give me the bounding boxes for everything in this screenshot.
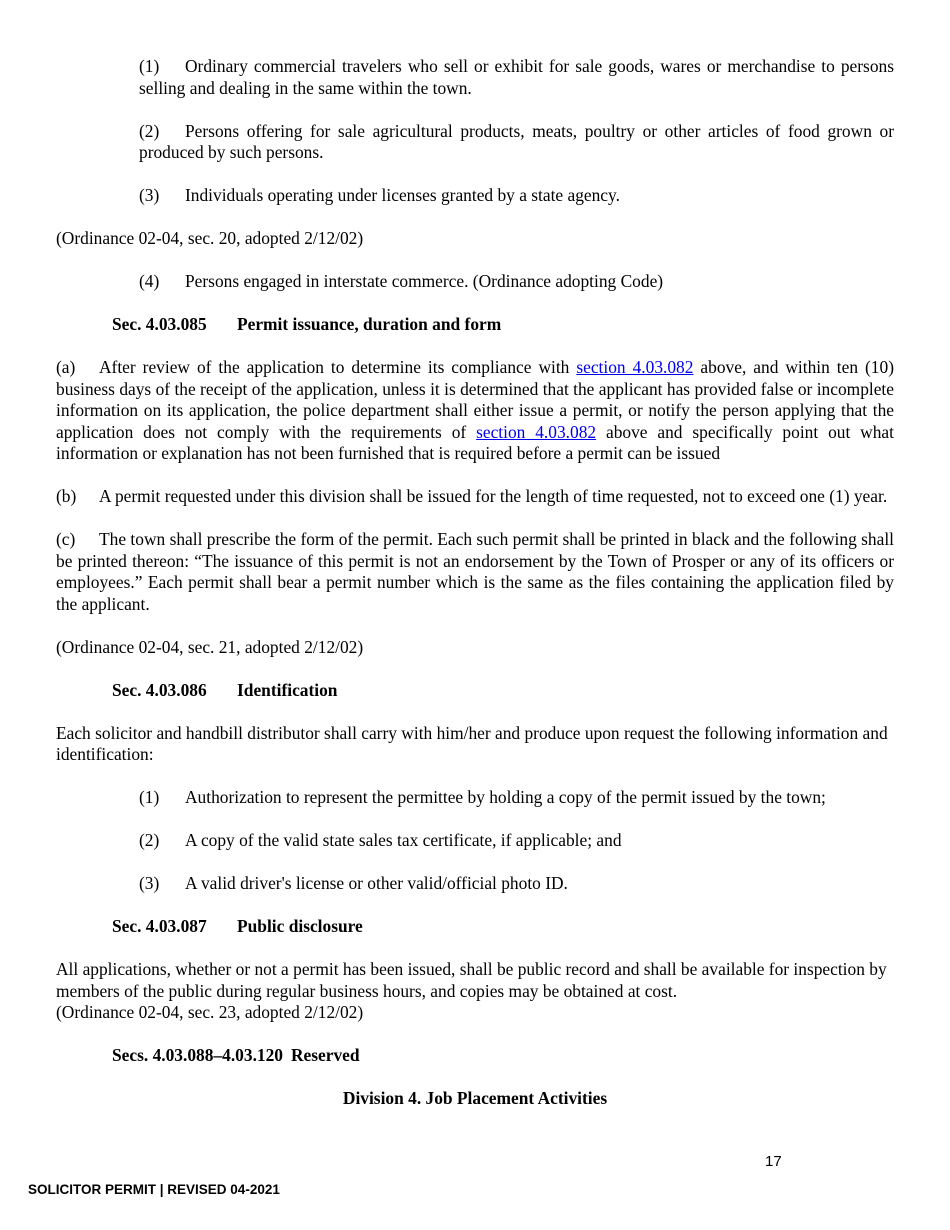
section-number: Secs. 4.03.088–4.03.120 bbox=[112, 1045, 284, 1065]
list-item-number: (1) bbox=[139, 56, 160, 76]
paragraph-text: above, and within ten (10) business days of the receipt of the application, unless it is determined that the applicant has provided false or incomplete information on its application, the police department shall either issue a permit, or notify the person applying that the application does not comply with the requirements of bbox=[56, 357, 894, 442]
section-heading-4-03-085 bbox=[56, 314, 894, 336]
list-item-text: Authorization to represent the permittee by holding a copy of the permit issued by the town; bbox=[185, 787, 826, 807]
paragraph-text: above and specifically point out what information or explanation has not been furnished that is required before a permit can be issued bbox=[56, 421, 894, 463]
list-item-text: Persons offering for sale agricultural products, meats, poultry or other articles of food grown or produced by such persons. bbox=[139, 120, 894, 162]
paragraph-label: (c) bbox=[56, 529, 76, 549]
list-item bbox=[56, 56, 894, 99]
list-item bbox=[56, 185, 894, 207]
paragraph-c bbox=[56, 529, 894, 615]
list-item bbox=[56, 787, 894, 809]
list-item-text: A copy of the valid state sales tax certificate, if applicable; and bbox=[185, 830, 622, 850]
section-title: Reserved bbox=[291, 1045, 360, 1065]
section-number: Sec. 4.03.085 bbox=[112, 314, 207, 334]
document-page bbox=[56, 56, 894, 1110]
list-item bbox=[56, 873, 894, 895]
section-title: Public disclosure bbox=[237, 916, 363, 936]
list-item-text: A valid driver's license or other valid/official photo ID. bbox=[185, 873, 568, 893]
list-item bbox=[56, 121, 894, 164]
list-item bbox=[56, 830, 894, 852]
ordinance-citation: (Ordinance 02-04, sec. 23, adopted 2/12/02) bbox=[56, 1002, 364, 1022]
paragraph-label: (a) bbox=[56, 357, 76, 377]
section-heading-4-03-087 bbox=[56, 916, 894, 938]
list-item-number: (2) bbox=[139, 830, 160, 850]
paragraph-b bbox=[56, 486, 894, 508]
section-number: Sec. 4.03.087 bbox=[112, 916, 207, 936]
section-title: Identification bbox=[237, 679, 338, 700]
paragraph-text: After review of the application to determine its compliance with bbox=[99, 357, 577, 377]
division-title: Division 4. Job Placement Activities bbox=[342, 1088, 608, 1108]
paragraph-a bbox=[56, 357, 894, 465]
list-item-text: Ordinary commercial travelers who sell or exhibit for sale goods, wares or merchandise to persons selling and dealing in the same within the town. bbox=[139, 56, 894, 98]
section-title: Permit issuance, duration and form bbox=[237, 314, 502, 334]
section-heading-4-03-088 bbox=[56, 1045, 894, 1067]
section-number: Sec. 4.03.086 bbox=[112, 679, 207, 700]
disclosure-text: All applications, whether or not a permit has been issued, shall be public record and shall be available for inspection by members of the public during regular business hours, and copies may be obtained at cost. bbox=[56, 959, 887, 1001]
page-number: 17 bbox=[765, 1153, 782, 1170]
document-footer: SOLICITOR PERMIT | REVISED 04-2021 bbox=[28, 1182, 280, 1197]
identification-intro: Each solicitor and handbill distributor shall carry with him/her and produce upon request the following information and identification: bbox=[56, 722, 888, 764]
section-heading-4-03-086 bbox=[56, 680, 894, 702]
list-item-text: Individuals operating under licenses granted by a state agency. bbox=[185, 185, 620, 205]
paragraph-text: The town shall prescribe the form of the permit. Each such permit shall be printed in black and the following shall be printed thereon: “The issuance of this permit is not an endorsement by the Town of Prosper or any of its officers or employees.” Each permit shall bear a permit number which is the same as the files containing the application filed by the applicant. bbox=[56, 529, 894, 614]
list-item-number: (3) bbox=[139, 873, 160, 893]
list-item-number: (3) bbox=[139, 185, 160, 205]
list-item-text: Persons engaged in interstate commerce. (Ordinance adopting Code) bbox=[185, 271, 664, 291]
paragraph-text: A permit requested under this division shall be issued for the length of time requested, not to exceed one (1) year. bbox=[99, 486, 888, 506]
paragraph-label: (b) bbox=[56, 486, 77, 506]
list-item-number: (1) bbox=[139, 787, 160, 807]
list-item-number: (4) bbox=[139, 271, 160, 291]
ordinance-citation: (Ordinance 02-04, sec. 20, adopted 2/12/02) bbox=[56, 228, 364, 248]
section-4-03-082-link[interactable]: section 4.03.082 bbox=[476, 421, 597, 442]
list-item-number: (2) bbox=[139, 120, 160, 141]
ordinance-citation: (Ordinance 02-04, sec. 21, adopted 2/12/02) bbox=[56, 636, 364, 657]
section-4-03-082-link[interactable]: section 4.03.082 bbox=[576, 357, 694, 377]
list-item bbox=[56, 271, 894, 293]
